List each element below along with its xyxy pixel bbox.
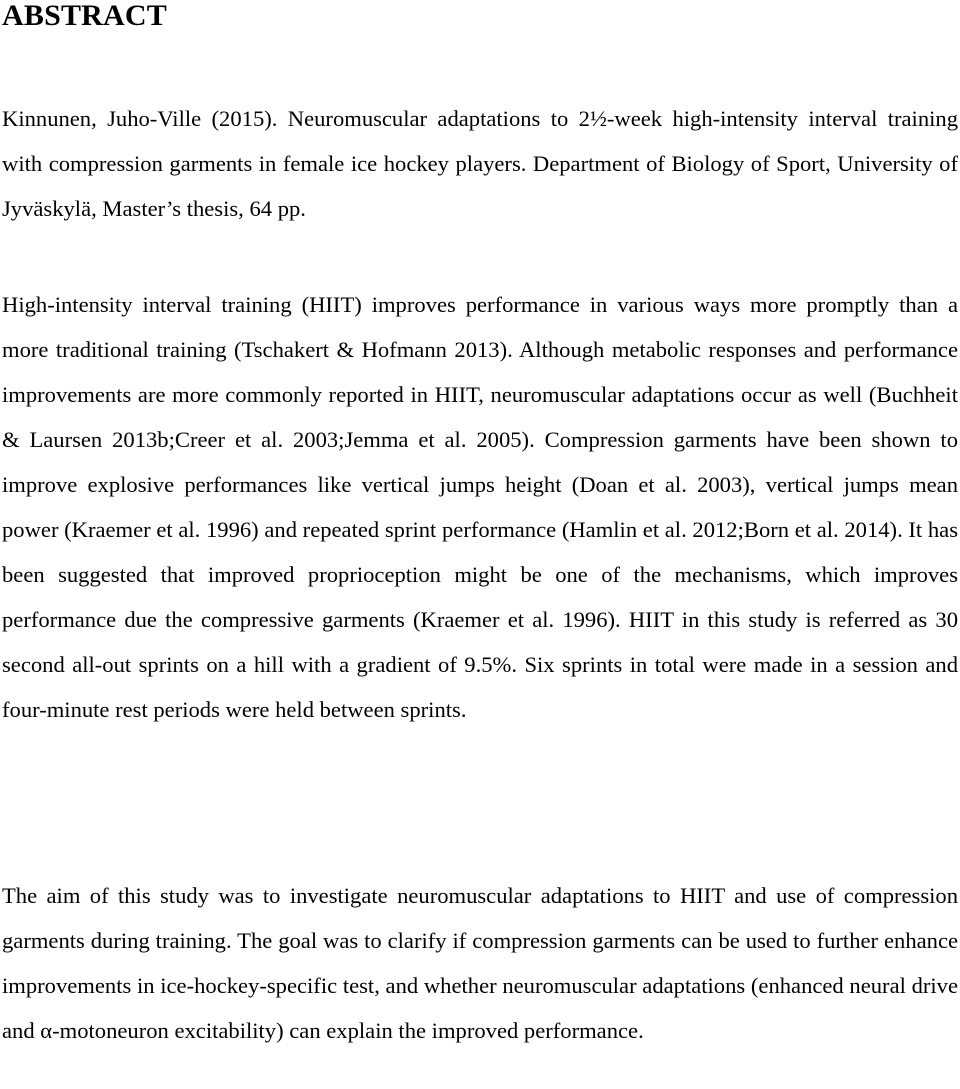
- citation-paragraph: Kinnunen, Juho-Ville (2015). Neuromuscular adaptations to 2½-week high-intensity interval training with compression garments in female ice hockey players. Department of Biology of Sport, University of Jyväskylä, Master’s thesis, 64 pp.: [2, 106, 958, 221]
- background-paragraph: High-intensity interval training (HIIT) improves performance in various ways more promptly than a more traditional training (Tschakert & Hofmann 2013). Although metabolic responses and performance improvements are more commonly reported in HIIT, neuromuscular adaptations occur as well (Buchheit & Laursen 2013b;Creer et al. 2003;Jemma et al. 2005). Compression garments have been shown to improve explosive performances like vertical jumps height (Doan et al. 2003), vertical jumps mean power (Kraemer et al. 1996) and repeated sprint performance (Hamlin et al. 2012;Born et al. 2014). It has been suggested that improved proprioception might be one of the mechanisms, which improves performance due the compressive garments (Kraemer et al. 1996). HIIT in this study is referred as 30 second all-out sprints on a hill with a gradient of 9.5%. Six sprints in total were made in a session and four-minute rest periods were held between sprints.: [2, 292, 958, 722]
- aim-paragraph: The aim of this study was to investigate neuromuscular adaptations to HIIT and use of compression garments during training. The goal was to clarify if compression garments can be used to further enhance improvements in ice-hockey-specific test, and whether neuromuscular adaptations (enhanced neural drive and α-motoneuron excitability) can explain the improved performance.: [2, 883, 958, 1043]
- page-title: ABSTRACT: [2, 0, 167, 32]
